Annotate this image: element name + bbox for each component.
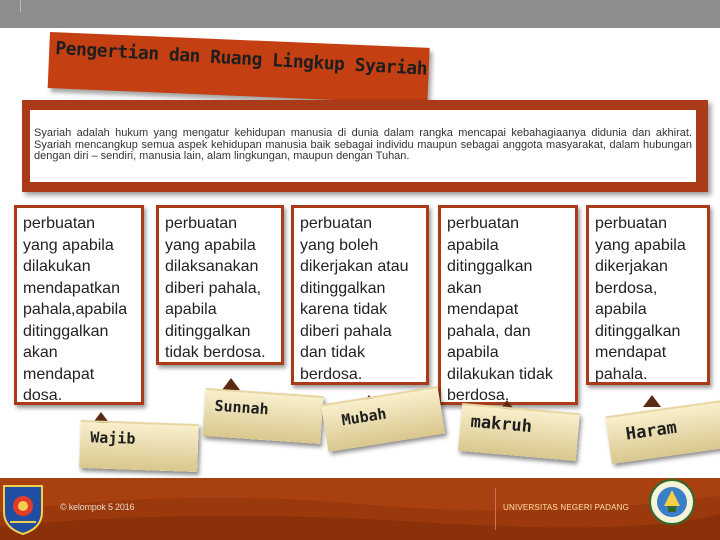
- footer-divider: [495, 488, 496, 530]
- card-haram: [586, 205, 710, 385]
- card-text: perbuatan yang apabila dilaksanakan diberi pahala, apabila ditinggalkan tidak berdosa.: [165, 215, 266, 361]
- card-text: perbuatan apabila ditinggalkan akan mendapat pahala, dan apabila dilakukan tidak berdosa.: [447, 215, 553, 404]
- university-seal-icon: [648, 474, 696, 532]
- definition-frame: [22, 100, 708, 192]
- label-haram: Haram: [605, 400, 720, 464]
- card-mubah: [291, 205, 429, 385]
- emblem-icon: [0, 482, 46, 536]
- arrow-up-icon: [643, 395, 661, 407]
- label-sunnah: Sunnah: [202, 388, 323, 444]
- card-sunnah: [156, 205, 284, 365]
- top-bar: [0, 0, 720, 28]
- slide-title: Pengertian dan Ruang Lingkup Syariah: [54, 38, 428, 80]
- label-makruh: makruh: [458, 403, 580, 461]
- label-wajib: Wajib: [79, 420, 199, 472]
- footer-university: UNIVERSITAS NEGERI PADANG: [503, 503, 630, 512]
- card-text: perbuatan yang apabila dikerjakan berdosa, apabila ditinggalkan mendapat pahala.: [595, 215, 686, 383]
- definition-text: Syariah adalah hukum yang mengatur kehidupan manusia di dunia dalam rangka mencapai kebahagiaanya didunia dan akhirat. Syariah mencangkup semua aspek kehidupan manusia baik sebagai individu maupun sebagai anggota masyarakat, dalam hubungan dengan diri – sendiri, manusia lain, alam lingkungan, maupun dengan Tuhan.: [30, 110, 696, 182]
- label-mubah: Mubah: [321, 386, 445, 452]
- card-wajib: [14, 205, 144, 405]
- arrow-up-icon: [222, 378, 240, 390]
- card-text: perbuatan yang boleh dikerjakan atau ditinggalkan karena tidak diberi pahala dan tidak berdosa.: [300, 215, 409, 383]
- card-text: perbuatan yang apabila dilakukan mendapatkan pahala,apabila ditinggalkan akan mendapat dosa.: [23, 215, 128, 404]
- footer-copyright: © kelompok 5 2016: [60, 502, 135, 512]
- decor-line: [20, 0, 21, 12]
- card-makruh: [438, 205, 578, 405]
